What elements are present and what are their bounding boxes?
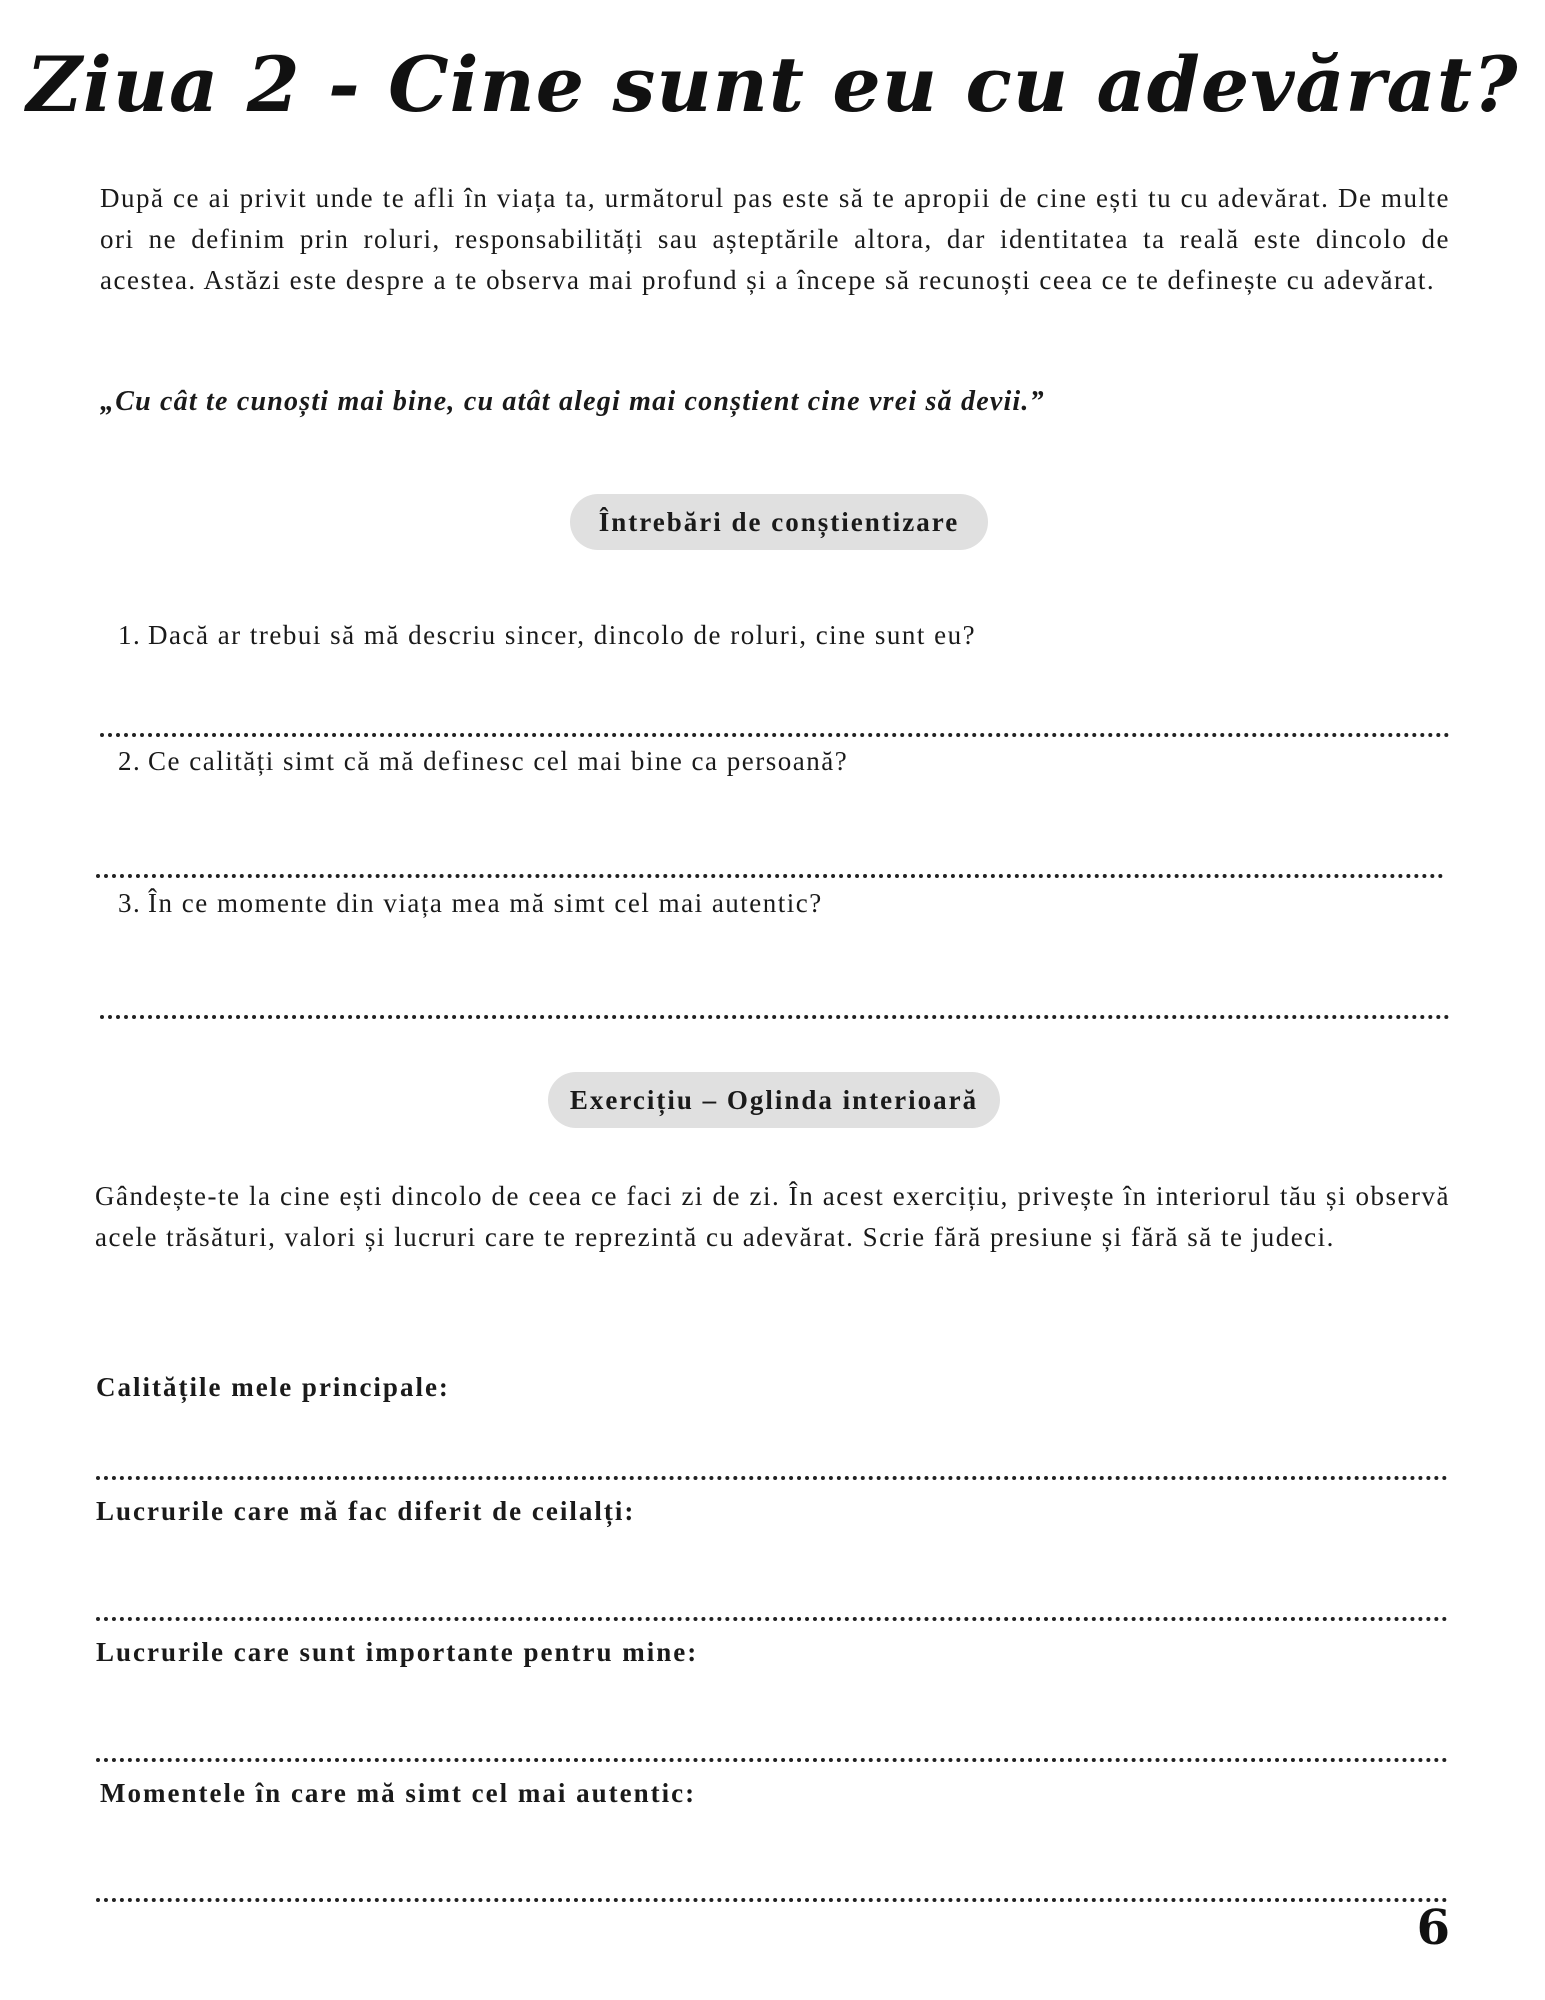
page-number: 6 <box>1416 1900 1450 1956</box>
question-text: În ce momente din viața mea mă simt cel mai autentic? <box>148 888 823 918</box>
intro-paragraph: După ce ai privit unde te afli în viața ta, următorul pas este să te apropii de cine ești tu cu adevărat. De multe ori ne definim prin roluri, responsabilități sau așteptările altora, dar identitatea ta reală este dincolo de acestea. Astăzi este despre a te observa mai profund și a începe să recunoști ceea ce te definește cu adevărat. <box>100 183 1450 295</box>
question-number: 2. <box>118 746 142 776</box>
answer-line-differences[interactable] <box>96 1617 1448 1621</box>
question-number: 1. <box>118 620 142 650</box>
section-heading-awareness: Întrebări de conștientizare <box>570 494 988 550</box>
prompt-authentic-moments: Momentele în care mă simt cel mai autentic: <box>100 1778 697 1808</box>
answer-line-authentic-moments[interactable] <box>96 1898 1448 1902</box>
question-number: 3. <box>118 888 142 918</box>
prompt-differences: Lucrurile care mă fac diferit de ceilalți: <box>96 1496 636 1526</box>
page-title: Ziua 2 - Cine sunt eu cu adevărat? <box>26 40 1519 129</box>
answer-line-qualities[interactable] <box>96 1476 1448 1480</box>
question-text: Dacă ar trebui să mă descriu sincer, dincolo de roluri, cine sunt eu? <box>148 620 977 650</box>
exercise-paragraph: Gândește-te la cine ești dincolo de ceea ce faci zi de zi. În acest exercițiu, privește în interiorul tău și observă acele trăsături, valori și lucruri care te reprezintă cu adevărat. Scrie fără presiune și fără să te judeci. <box>95 1181 1450 1252</box>
question-1 <box>118 620 976 651</box>
answer-line-1[interactable] <box>100 733 1450 737</box>
section-heading-exercise: Exercițiu – Oglinda interioară <box>548 1072 1000 1128</box>
answer-line-values[interactable] <box>96 1758 1448 1762</box>
question-2 <box>118 746 848 777</box>
answer-line-2[interactable] <box>96 874 1444 878</box>
question-3 <box>118 888 823 919</box>
prompt-values: Lucrurile care sunt importante pentru mine: <box>96 1637 699 1667</box>
question-text: Ce calități simt că mă definesc cel mai bine ca persoană? <box>148 746 849 776</box>
answer-line-3[interactable] <box>100 1015 1450 1019</box>
prompt-qualities: Calitățile mele principale: <box>96 1372 450 1402</box>
quote: „Cu cât te cunoști mai bine, cu atât alegi mai conștient cine vrei să devii.” <box>100 386 1045 417</box>
